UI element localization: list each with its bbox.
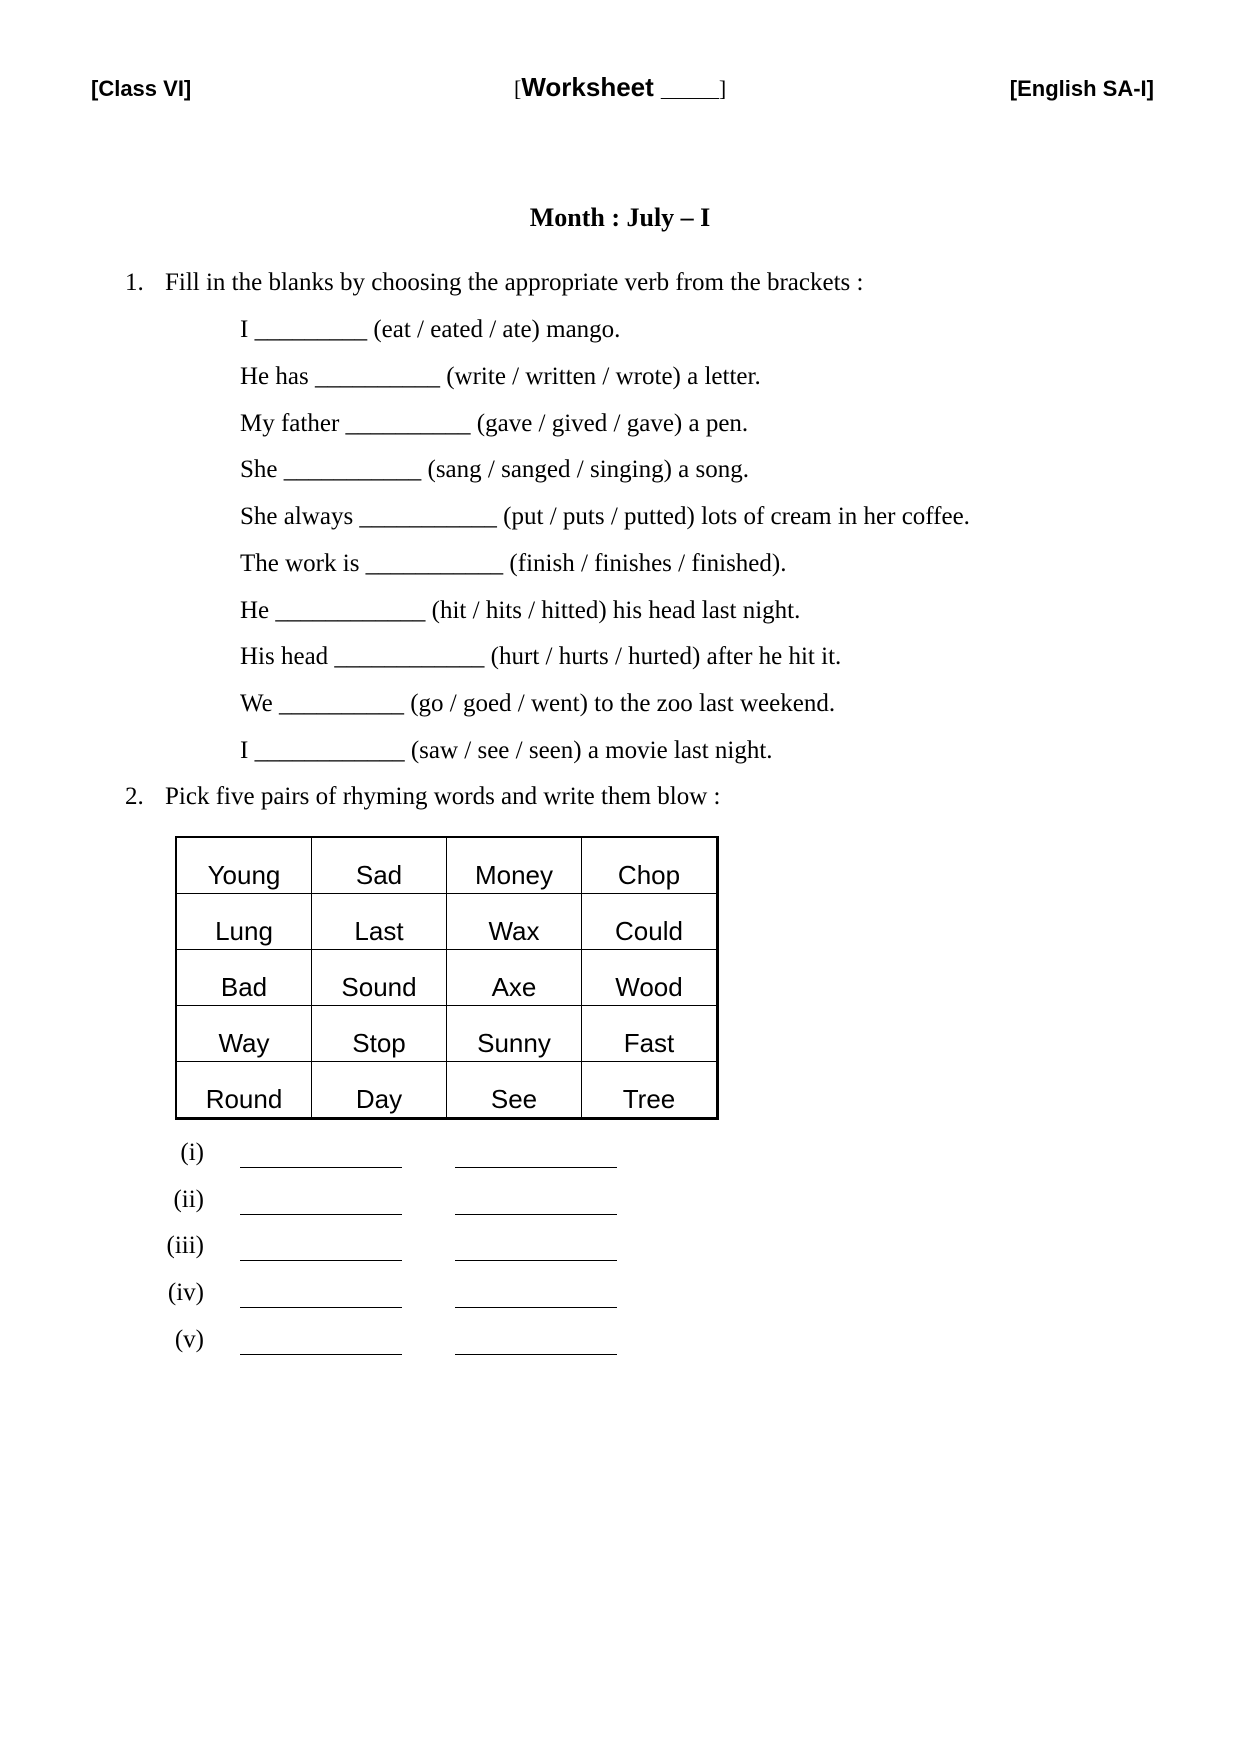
table-row xyxy=(176,837,718,894)
answer-blank-2[interactable] xyxy=(455,1147,617,1168)
rhyming-words-table xyxy=(175,836,719,1120)
question-2-text: Pick five pairs of rhyming words and write them blow : xyxy=(165,783,721,810)
answer-blank-1[interactable] xyxy=(240,1147,402,1168)
question-2-number: 2. xyxy=(125,783,144,810)
answer-roman: (ii) xyxy=(173,1186,204,1213)
table-row xyxy=(176,950,718,1006)
word-cell: See xyxy=(447,1062,582,1119)
header-worksheet xyxy=(514,72,726,103)
answer-blank-1[interactable] xyxy=(240,1287,402,1308)
item-text: The work is ___________ (finish / finishes / finished). xyxy=(240,550,787,577)
answer-roman: (iv) xyxy=(167,1279,204,1306)
word-cell: Sunny xyxy=(447,1006,582,1062)
answer-blank-2[interactable] xyxy=(455,1194,617,1215)
answer-roman: (i) xyxy=(180,1139,204,1166)
item-text: My father __________ (gave / gived / gave) a pen. xyxy=(240,410,749,437)
word-cell: Wax xyxy=(447,894,582,950)
word-cell: Fast xyxy=(582,1006,718,1062)
header-subject: [English SA-I] xyxy=(1009,76,1154,101)
item-text: I _________ (eat / eated / ate) mango. xyxy=(240,316,621,343)
word-cell: Young xyxy=(176,837,312,894)
header-class: [Class VI] xyxy=(91,76,192,101)
answer-blank-2[interactable] xyxy=(455,1287,617,1308)
word-cell: Chop xyxy=(582,837,718,894)
answer-roman: (v) xyxy=(174,1326,204,1353)
month-title: Month : July – I xyxy=(529,203,711,232)
word-cell: Lung xyxy=(176,894,312,950)
word-cell: Axe xyxy=(447,950,582,1006)
answer-blank-1[interactable] xyxy=(240,1194,402,1215)
word-cell: Stop xyxy=(312,1006,447,1062)
table-row xyxy=(176,1062,718,1119)
word-cell: Sad xyxy=(312,837,447,894)
item-text: We __________ (go / goed / went) to the zoo last weekend. xyxy=(240,690,836,717)
item-text: He ____________ (hit / hits / hitted) his head last night. xyxy=(240,597,801,624)
word-cell: Wood xyxy=(582,950,718,1006)
word-cell: Tree xyxy=(582,1062,718,1119)
question-1 xyxy=(125,269,863,297)
question-1-text: Fill in the blanks by choosing the appropriate verb from the brackets : xyxy=(165,269,864,296)
word-cell: Could xyxy=(582,894,718,950)
item-text: His head ____________ (hurt / hurts / hurted) after he hit it. xyxy=(240,643,842,670)
answer-blank-1[interactable] xyxy=(240,1334,402,1355)
word-cell: Sound xyxy=(312,950,447,1006)
item-text: She ___________ (sang / sanged / singing) a song. xyxy=(240,456,749,483)
question-2 xyxy=(125,783,720,811)
header-bracket-open: [ xyxy=(514,76,522,101)
question-1-number: 1. xyxy=(125,269,144,296)
table-row xyxy=(176,894,718,950)
answer-blank-2[interactable] xyxy=(455,1240,617,1261)
answer-roman: (iii) xyxy=(166,1232,204,1259)
header-bracket-close: ] xyxy=(718,76,727,101)
word-cell: Bad xyxy=(176,950,312,1006)
worksheet-title: Worksheet ____ xyxy=(521,72,719,102)
table-row xyxy=(176,1006,718,1062)
word-cell: Way xyxy=(176,1006,312,1062)
word-cell: Round xyxy=(176,1062,312,1119)
item-text: She always ___________ (put / puts / putted) lots of cream in her coffee. xyxy=(240,503,970,530)
word-cell: Last xyxy=(312,894,447,950)
word-cell: Day xyxy=(312,1062,447,1119)
word-cell: Money xyxy=(447,837,582,894)
item-text: He has __________ (write / written / wrote) a letter. xyxy=(240,363,761,390)
answer-blank-1[interactable] xyxy=(240,1240,402,1261)
item-text: I ____________ (saw / see / seen) a movie last night. xyxy=(240,737,773,764)
answer-blank-2[interactable] xyxy=(455,1334,617,1355)
